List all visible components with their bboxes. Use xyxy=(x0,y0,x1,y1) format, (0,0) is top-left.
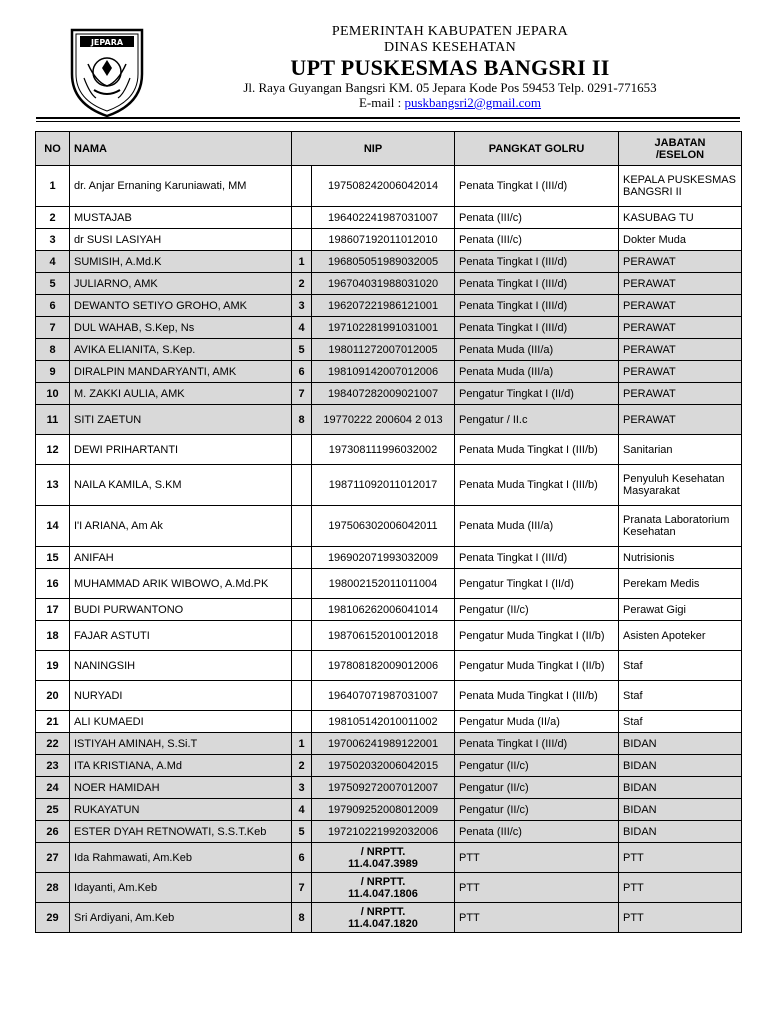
cell-jabatan: PERAWAT xyxy=(619,251,742,273)
cell-pangkat: Pengatur (II/c) xyxy=(455,799,619,821)
cell-pangkat: Penata (III/c) xyxy=(455,229,619,251)
cell-jabatan: Staf xyxy=(619,711,742,733)
cell-nama: DEWANTO SETIYO GROHO, AMK xyxy=(70,295,292,317)
cell-nip: 198607192011012010 xyxy=(312,229,455,251)
cell-nip: / NRPTT. 11.4.047.1806 xyxy=(312,873,455,903)
table-row xyxy=(36,821,742,843)
cell-no: 8 xyxy=(36,339,70,361)
cell-nama: I'I ARIANA, Am Ak xyxy=(70,506,292,547)
col-header-nama: NAMA xyxy=(70,132,292,166)
table-row xyxy=(36,903,742,933)
cell-nama: BUDI PURWANTONO xyxy=(70,599,292,621)
cell-sub-number: 6 xyxy=(292,361,312,383)
cell-sub-number: 8 xyxy=(292,405,312,435)
table-row xyxy=(36,317,742,339)
cell-nip: 19770222 200604 2 013 xyxy=(312,405,455,435)
cell-no: 1 xyxy=(36,166,70,207)
cell-pangkat: Penata Tingkat I (III/d) xyxy=(455,547,619,569)
table-row xyxy=(36,843,742,873)
cell-pangkat: Penata Muda (III/a) xyxy=(455,339,619,361)
table-row xyxy=(36,166,742,207)
email-link[interactable]: puskbangsri2@gmail.com xyxy=(404,95,542,110)
table-row xyxy=(36,339,742,361)
cell-sub-number xyxy=(292,506,312,547)
cell-sub-number: 5 xyxy=(292,821,312,843)
table-row xyxy=(36,711,742,733)
cell-no: 29 xyxy=(36,903,70,933)
cell-nip: 197506302006042011 xyxy=(312,506,455,547)
cell-nip: 197909252008012009 xyxy=(312,799,455,821)
cell-pangkat: Penata Muda Tingkat I (III/b) xyxy=(455,681,619,711)
cell-nama: dr. Anjar Ernaning Karuniawati, MM xyxy=(70,166,292,207)
email-line xyxy=(160,95,740,110)
cell-pangkat: Penata Muda Tingkat I (III/b) xyxy=(455,435,619,465)
table-row xyxy=(36,681,742,711)
cell-jabatan: PERAWAT xyxy=(619,383,742,405)
table-row xyxy=(36,229,742,251)
cell-sub-number xyxy=(292,599,312,621)
cell-pangkat: Pengatur (II/c) xyxy=(455,755,619,777)
table-row xyxy=(36,405,742,435)
col-header-jabatan: JABATAN /ESELON xyxy=(619,132,742,166)
cell-nama: MUHAMMAD ARIK WIBOWO, A.Md.PK xyxy=(70,569,292,599)
staff-table xyxy=(35,131,742,933)
cell-pangkat: Pengatur (II/c) xyxy=(455,599,619,621)
cell-pangkat: Penata Tingkat I (III/d) xyxy=(455,251,619,273)
table-row xyxy=(36,569,742,599)
cell-pangkat: PTT xyxy=(455,903,619,933)
cell-no: 18 xyxy=(36,621,70,651)
cell-nip: 196902071993032009 xyxy=(312,547,455,569)
table-row xyxy=(36,755,742,777)
table-row xyxy=(36,733,742,755)
cell-jabatan: PTT xyxy=(619,903,742,933)
table-row xyxy=(36,777,742,799)
cell-no: 11 xyxy=(36,405,70,435)
cell-sub-number: 3 xyxy=(292,777,312,799)
cell-jabatan: Staf xyxy=(619,651,742,681)
cell-pangkat: Pengatur Muda Tingkat I (II/b) xyxy=(455,651,619,681)
cell-jabatan: KASUBAG TU xyxy=(619,207,742,229)
table-row xyxy=(36,207,742,229)
cell-nama: NANINGSIH xyxy=(70,651,292,681)
cell-pangkat: Penata Muda Tingkat I (III/b) xyxy=(455,465,619,506)
table-row xyxy=(36,361,742,383)
cell-jabatan: BIDAN xyxy=(619,777,742,799)
cell-nip: 197508242006042014 xyxy=(312,166,455,207)
cell-sub-number xyxy=(292,207,312,229)
cell-nip: 198407282009021007 xyxy=(312,383,455,405)
cell-nama: DIRALPIN MANDARYANTI, AMK xyxy=(70,361,292,383)
cell-no: 2 xyxy=(36,207,70,229)
cell-sub-number: 3 xyxy=(292,295,312,317)
cell-sub-number xyxy=(292,621,312,651)
table-row xyxy=(36,651,742,681)
cell-sub-number xyxy=(292,711,312,733)
cell-sub-number xyxy=(292,435,312,465)
cell-sub-number: 7 xyxy=(292,873,312,903)
cell-no: 25 xyxy=(36,799,70,821)
cell-no: 12 xyxy=(36,435,70,465)
cell-pangkat: Pengatur (II/c) xyxy=(455,777,619,799)
cell-no: 6 xyxy=(36,295,70,317)
cell-no: 10 xyxy=(36,383,70,405)
cell-nip: 198002152011011004 xyxy=(312,569,455,599)
cell-jabatan: Pranata Laboratorium Kesehatan xyxy=(619,506,742,547)
col-header-no: NO xyxy=(36,132,70,166)
cell-nama: dr SUSI LASIYAH xyxy=(70,229,292,251)
header-rule-thick xyxy=(36,117,740,119)
cell-sub-number xyxy=(292,569,312,599)
cell-no: 4 xyxy=(36,251,70,273)
cell-jabatan: BIDAN xyxy=(619,821,742,843)
cell-nama: DEWI PRIHARTANTI xyxy=(70,435,292,465)
table-row xyxy=(36,799,742,821)
cell-nama: NURYADI xyxy=(70,681,292,711)
cell-nip: 198706152010012018 xyxy=(312,621,455,651)
cell-pangkat: Penata Muda (III/a) xyxy=(455,361,619,383)
cell-pangkat: Pengatur Tingkat I (II/d) xyxy=(455,569,619,599)
office-title: UPT PUSKESMAS BANGSRI II xyxy=(290,55,610,80)
cell-sub-number: 2 xyxy=(292,755,312,777)
cell-pangkat: Penata Tingkat I (III/d) xyxy=(455,317,619,339)
cell-jabatan: PERAWAT xyxy=(619,295,742,317)
cell-nip: 197006241989122001 xyxy=(312,733,455,755)
cell-sub-number: 8 xyxy=(292,903,312,933)
cell-jabatan: Penyuluh Kesehatan Masyarakat xyxy=(619,465,742,506)
cell-nama: ANIFAH xyxy=(70,547,292,569)
government-title: PEMERINTAH KABUPATEN JEPARA xyxy=(331,24,569,39)
cell-nama: Idayanti, Am.Keb xyxy=(70,873,292,903)
cell-nip: / NRPTT. 11.4.047.1820 xyxy=(312,903,455,933)
cell-jabatan: Staf xyxy=(619,681,742,711)
cell-pangkat: PTT xyxy=(455,843,619,873)
cell-sub-number: 5 xyxy=(292,339,312,361)
cell-jabatan: BIDAN xyxy=(619,799,742,821)
cell-nip: 197102281991031001 xyxy=(312,317,455,339)
cell-pangkat: Penata (III/c) xyxy=(455,821,619,843)
cell-sub-number: 2 xyxy=(292,273,312,295)
cell-jabatan: BIDAN xyxy=(619,755,742,777)
cell-jabatan: Sanitarian xyxy=(619,435,742,465)
cell-nama: ISTIYAH AMINAH, S.Si.T xyxy=(70,733,292,755)
cell-sub-number: 4 xyxy=(292,317,312,339)
cell-nama: DUL WAHAB, S.Kep, Ns xyxy=(70,317,292,339)
cell-no: 7 xyxy=(36,317,70,339)
cell-jabatan: BIDAN xyxy=(619,733,742,755)
cell-pangkat: Penata Muda (III/a) xyxy=(455,506,619,547)
cell-jabatan: PERAWAT xyxy=(619,339,742,361)
cell-nama: Sri Ardiyani, Am.Keb xyxy=(70,903,292,933)
cell-no: 16 xyxy=(36,569,70,599)
cell-no: 13 xyxy=(36,465,70,506)
cell-nama: JULIARNO, AMK xyxy=(70,273,292,295)
cell-sub-number: 4 xyxy=(292,799,312,821)
cell-pangkat: Pengatur Muda Tingkat I (II/b) xyxy=(455,621,619,651)
cell-no: 5 xyxy=(36,273,70,295)
cell-sub-number xyxy=(292,547,312,569)
jepara-logo xyxy=(66,24,148,120)
cell-nip: 197210221992032006 xyxy=(312,821,455,843)
cell-pangkat: Penata Tingkat I (III/d) xyxy=(455,733,619,755)
cell-no: 15 xyxy=(36,547,70,569)
table-row xyxy=(36,251,742,273)
department-title: DINAS KESEHATAN xyxy=(383,40,517,55)
cell-nip: 198106262006041014 xyxy=(312,599,455,621)
cell-jabatan: PTT xyxy=(619,873,742,903)
cell-pangkat: Penata Tingkat I (III/d) xyxy=(455,295,619,317)
cell-no: 26 xyxy=(36,821,70,843)
table-row xyxy=(36,547,742,569)
cell-jabatan: PERAWAT xyxy=(619,405,742,435)
cell-nip: 198011272007012005 xyxy=(312,339,455,361)
table-row xyxy=(36,273,742,295)
table-row xyxy=(36,621,742,651)
table-row xyxy=(36,873,742,903)
table-row xyxy=(36,435,742,465)
cell-nama: ESTER DYAH RETNOWATI, S.S.T.Keb xyxy=(70,821,292,843)
cell-nama: M. ZAKKI AULIA, AMK xyxy=(70,383,292,405)
cell-no: 24 xyxy=(36,777,70,799)
cell-pangkat: Pengatur / II.c xyxy=(455,405,619,435)
cell-nama: FAJAR ASTUTI xyxy=(70,621,292,651)
cell-no: 27 xyxy=(36,843,70,873)
cell-pangkat: Pengatur Tingkat I (II/d) xyxy=(455,383,619,405)
cell-nama: MUSTAJAB xyxy=(70,207,292,229)
cell-nama: RUKAYATUN xyxy=(70,799,292,821)
cell-pangkat: Pengatur Muda (II/a) xyxy=(455,711,619,733)
email-label: E-mail : xyxy=(358,95,405,110)
col-header-nip: NIP xyxy=(292,132,455,166)
cell-pangkat: PTT xyxy=(455,873,619,903)
cell-no: 9 xyxy=(36,361,70,383)
logo-text: JEPARA xyxy=(90,38,124,47)
cell-no: 17 xyxy=(36,599,70,621)
cell-jabatan: PERAWAT xyxy=(619,361,742,383)
cell-sub-number xyxy=(292,465,312,506)
cell-no: 22 xyxy=(36,733,70,755)
table-row xyxy=(36,295,742,317)
table-row xyxy=(36,506,742,547)
cell-nip: 197308111996032002 xyxy=(312,435,455,465)
cell-sub-number: 6 xyxy=(292,843,312,873)
cell-jabatan: PERAWAT xyxy=(619,317,742,339)
cell-jabatan: Perekam Medis xyxy=(619,569,742,599)
cell-no: 3 xyxy=(36,229,70,251)
cell-no: 14 xyxy=(36,506,70,547)
cell-no: 20 xyxy=(36,681,70,711)
cell-nama: SUMISIH, A.Md.K xyxy=(70,251,292,273)
table-row xyxy=(36,599,742,621)
office-address: Jl. Raya Guyangan Bangsri KM. 05 Jepara Kode Pos 59453 Telp. 0291-771653 xyxy=(243,80,657,95)
cell-nip: 196407071987031007 xyxy=(312,681,455,711)
cell-nama: AVIKA ELIANITA, S.Kep. xyxy=(70,339,292,361)
header-rule-thin xyxy=(36,121,740,122)
cell-nama: SITI ZAETUN xyxy=(70,405,292,435)
cell-nama: ALI KUMAEDI xyxy=(70,711,292,733)
cell-sub-number: 1 xyxy=(292,251,312,273)
cell-nip: 196805051989032005 xyxy=(312,251,455,273)
cell-sub-number xyxy=(292,166,312,207)
cell-jabatan: Perawat Gigi xyxy=(619,599,742,621)
cell-jabatan: Nutrisionis xyxy=(619,547,742,569)
table-header-row xyxy=(36,132,742,166)
cell-no: 28 xyxy=(36,873,70,903)
cell-jabatan: Dokter Muda xyxy=(619,229,742,251)
col-header-pangkat: PANGKAT GOLRU xyxy=(455,132,619,166)
cell-nip: 198711092011012017 xyxy=(312,465,455,506)
table-row xyxy=(36,383,742,405)
cell-nama: NOER HAMIDAH xyxy=(70,777,292,799)
cell-jabatan: KEPALA PUSKESMAS BANGSRI II xyxy=(619,166,742,207)
cell-nip: 198105142010011002 xyxy=(312,711,455,733)
cell-nip: 198109142007012006 xyxy=(312,361,455,383)
cell-nama: Ida Rahmawati, Am.Keb xyxy=(70,843,292,873)
cell-pangkat: Penata (III/c) xyxy=(455,207,619,229)
cell-nip: 196207221986121001 xyxy=(312,295,455,317)
cell-nama: ITA KRISTIANA, A.Md xyxy=(70,755,292,777)
cell-nip: 196704031988031020 xyxy=(312,273,455,295)
cell-sub-number: 1 xyxy=(292,733,312,755)
cell-no: 21 xyxy=(36,711,70,733)
cell-sub-number xyxy=(292,681,312,711)
cell-jabatan: PERAWAT xyxy=(619,273,742,295)
cell-pangkat: Penata Tingkat I (III/d) xyxy=(455,273,619,295)
cell-nip: / NRPTT. 11.4.047.3989 xyxy=(312,843,455,873)
cell-sub-number: 7 xyxy=(292,383,312,405)
cell-nama: NAILA KAMILA, S.KM xyxy=(70,465,292,506)
cell-nip: 197509272007012007 xyxy=(312,777,455,799)
cell-no: 23 xyxy=(36,755,70,777)
cell-sub-number xyxy=(292,651,312,681)
cell-nip: 197502032006042015 xyxy=(312,755,455,777)
cell-jabatan: PTT xyxy=(619,843,742,873)
cell-no: 19 xyxy=(36,651,70,681)
cell-jabatan: Asisten Apoteker xyxy=(619,621,742,651)
table-row xyxy=(36,465,742,506)
letterhead xyxy=(160,24,740,110)
cell-nip: 197808182009012006 xyxy=(312,651,455,681)
cell-nip: 196402241987031007 xyxy=(312,207,455,229)
cell-sub-number xyxy=(292,229,312,251)
cell-pangkat: Penata Tingkat I (III/d) xyxy=(455,166,619,207)
